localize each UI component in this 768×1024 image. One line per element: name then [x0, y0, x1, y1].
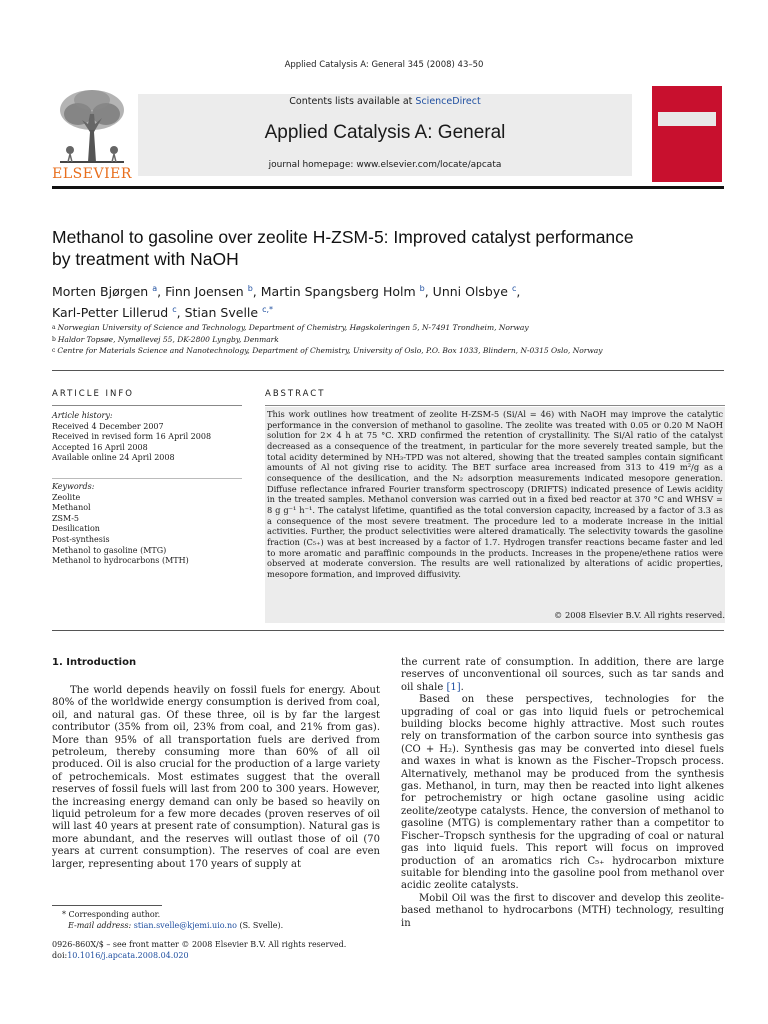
article-info-rule [52, 405, 242, 406]
abstract-text: This work outlines how treatment of zeolite H-ZSM-5 (Si/Al = 46) with NaOH may improve the catalytic performance in the conversion of methanol to gasoline. The zeolite was treated with 0.05 or 0.20 M NaOH solution for 2× 4 h at 75 °C. XRD confirmed the retention of crystallinity. The Si/Al ratio of the catalyst decreased as a consequence of the treatment, in particular for the more severely treated sample, but the total acidity determined by NH₃-TPD was not altered, showing that the treated samples contain significant amounts of Al not giving rise to acidity. The BET surface area increased from 313 to 419 m²/g as a consequence of the desilication, and the N₂ adsorption measurements indicated mesopore generation. Diffuse reflectance infrared Fourier transform spectroscopy (DRIFTS) indicated presence of Lewis acidity in the treated samples. Methanol conversion was carried out in a fixed bed reactor at 370 °C and WHSV = 8 g g⁻¹ h⁻¹. The catalyst lifetime, quantified as the total conversion capacity, increased by a factor of 3.3 as a consequence of the most severe treatment. The procedure led to a moderate increase in the initial activities. Further, the product selectivities were altered dramatically. The selectivity towards the gasoline fraction (C₅₊) was at best increased by a factor of 1.7. Hydrogen transfer reactions became faster and led to more aromatic and paraffinic compounds in the products. Increases in the propene/ethene ratios were observed at moderate conversion. The results are well rationalized by alterations of acidic properties, mesopore formation, and improved diffusivity. [267, 409, 723, 579]
journal-info-box [138, 94, 632, 176]
article-info-heading: ARTICLE INFO [52, 389, 134, 399]
email-link[interactable]: stian.svelle@kjemi.uio.no [133, 921, 237, 930]
history-item: Received 4 December 2007 [52, 421, 164, 431]
affiliation: $^a$ Norwegian University of Science and Technology, Department of Chemistry, Høgskoleringen 5, N-7491 Trondheim, Norway [52, 323, 529, 332]
keyword: Desilication [52, 524, 100, 534]
author: Karl-Petter Lillerud $^c$ [52, 305, 177, 321]
keyword: ZSM-5 [52, 513, 80, 523]
author: Martin Spangsberg Holm $^b$ [260, 284, 425, 300]
keyword: Zeolite [52, 492, 81, 502]
article-title-line: Methanol to gasoline over zeolite H-ZSM-5: Improved catalyst performance [52, 227, 634, 247]
paragraph: Based on these perspectives, technologies for the upgrading of coal or gas into liquid fuels or petrochemical building blocks become highly attractive. Most such routes rely on transformation of the carbon source into synthesis gas (CO + H₂). Synthesis gas may be converted into diesel fuels and waxes in what is known as the Fischer–Tropsch process. Alternatively, methanol may be produced from the synthesis gas. Methanol, in turn, may then be reacted into light alkenes for petrochemistry or high octane gasoline using acidic zeolite/zeotype catalysts. Hence, the conversion of methanol to gasoline (MTG) is complementary rather than a competitor to Fischer–Tropsch synthesis for the upgrading of coal or natural gas into liquid fuels. This report will focus on improved production of an aromatics rich C₅₊ hydrocarbon mixture suitable for blending into the gasoline pool from methanol over acidic zeolite catalysts. [401, 694, 724, 892]
citation-link[interactable]: [1] [446, 681, 461, 693]
introduction-heading: 1. Introduction [52, 657, 137, 668]
cover-title-band [658, 112, 716, 126]
corresponding-author-footnote [52, 909, 380, 931]
keywords-label: Keywords: [52, 482, 95, 491]
footnote-line: * Corresponding author. [62, 910, 161, 919]
footnote-rule [52, 905, 162, 906]
running-head: Applied Catalysis A: General 345 (2008) 43–50 [284, 60, 484, 70]
paragraph: the current rate of consumption. In addition, there are large reserves of unconventional oil sources, such as tar sands and oil shale [1]. [401, 657, 724, 693]
keyword: Methanol to hydrocarbons (MTH) [52, 556, 189, 566]
abstract-copyright: © 2008 Elsevier B.V. All rights reserved. [554, 610, 725, 620]
journal-cover-thumbnail [652, 86, 722, 182]
abstract-heading: ABSTRACT [265, 389, 326, 399]
article-title [52, 226, 724, 270]
keyword: Methanol to gasoline (MTG) [52, 545, 167, 555]
masthead-rule [52, 186, 724, 189]
body-column-right [401, 657, 724, 930]
abstract-rule [265, 405, 725, 406]
author: Stian Svelle $^{c,*}$ [184, 305, 274, 321]
tree-icon [52, 84, 132, 164]
front-matter [52, 939, 380, 961]
author: Morten Bjørgen $^a$ [52, 284, 158, 300]
paragraph: The world depends heavily on fossil fuels for energy. About 80% of the worldwide energy consumption is derived from coal, oil, and natural gas. Of these three, oil is by far the largest contributor (35% from oil, 23% from coal, and 21% from gas). More than 95% of all transportation fuels are derived from petroleum, thereby consuming more than 60% of all oil produced. Oil is also crucial for the production of a large variety of petrochemicals. Most estimates suggest that the overall reserves of fossil fuels will last from 200 to 300 years. However, the increasing energy demand can only be based so heavily on liquid petroleum for a few more decades (proven reserves of oil will last 40 years at present rate of consumption). Natural gas is more abundant, and the reserves will outlast those of oil (70 years at current consumption). The reserves of coal are even larger, representing about 170 years of supply at [52, 685, 380, 870]
history-item: Accepted 16 April 2008 [52, 442, 148, 452]
section-rule [52, 370, 724, 371]
abstract-end-rule [52, 630, 724, 631]
author: Unni Olsbye $^c$ [432, 284, 517, 300]
sciencedirect-link[interactable]: ScienceDirect [415, 96, 481, 107]
article-title-line: by treatment with NaOH [52, 249, 239, 269]
doi-link[interactable]: 10.1016/j.apcata.2008.04.020 [67, 951, 189, 960]
footnote-email-line: E-mail address: stian.svelle@kjemi.uio.no (S. Svelle). [68, 921, 284, 930]
journal-masthead [52, 82, 724, 186]
affiliation: $^b$ Haldor Topsøe, Nymøllevej 55, DK-2800 Lyngby, Denmark [52, 334, 279, 344]
contents-prefix: Contents lists available at [289, 96, 416, 107]
doi-line: doi:10.1016/j.apcata.2008.04.020 [52, 951, 189, 960]
author-list: Morten Bjørgen $^a$, Finn Joensen $^b$, Martin Spangsberg Holm $^b$, Unni Olsbye $^c$, Karl-Petter Lillerud $^c$, Stian Svelle $^{c,*}$ [52, 284, 521, 321]
keywords [52, 482, 242, 567]
article-info-divider [52, 478, 242, 479]
history-item: Received in revised form 16 April 2008 [52, 432, 212, 442]
contents-line [138, 96, 632, 107]
issn-line: 0926-860X/$ – see front matter © 2008 Elsevier B.V. All rights reserved. [52, 940, 347, 949]
keyword: Methanol [52, 503, 91, 513]
history-item: Available online 24 April 2008 [52, 453, 175, 463]
publisher-name: ELSEVIER [52, 166, 132, 182]
keyword: Post-synthesis [52, 534, 110, 544]
body-column-left [52, 685, 380, 871]
elsevier-tree-logo [52, 84, 132, 182]
paragraph: Mobil Oil was the first to discover and develop this zeolite-based methanol to hydrocarbons (MTH) technology, resulting in [401, 892, 724, 929]
affiliation: $^c$ Centre for Materials Science and Nanotechnology, Department of Chemistry, University of Oslo, P.O. Box 1033, Blindern, N-0315 Oslo, Norway [52, 346, 603, 355]
history-label: Article history: [52, 411, 113, 420]
journal-homepage[interactable]: journal homepage: www.elsevier.com/locate/apcata [268, 160, 502, 170]
journal-title: Applied Catalysis A: General [264, 122, 506, 143]
affiliations [52, 322, 724, 357]
article-history [52, 411, 242, 464]
author: Finn Joensen $^b$ [165, 284, 253, 300]
